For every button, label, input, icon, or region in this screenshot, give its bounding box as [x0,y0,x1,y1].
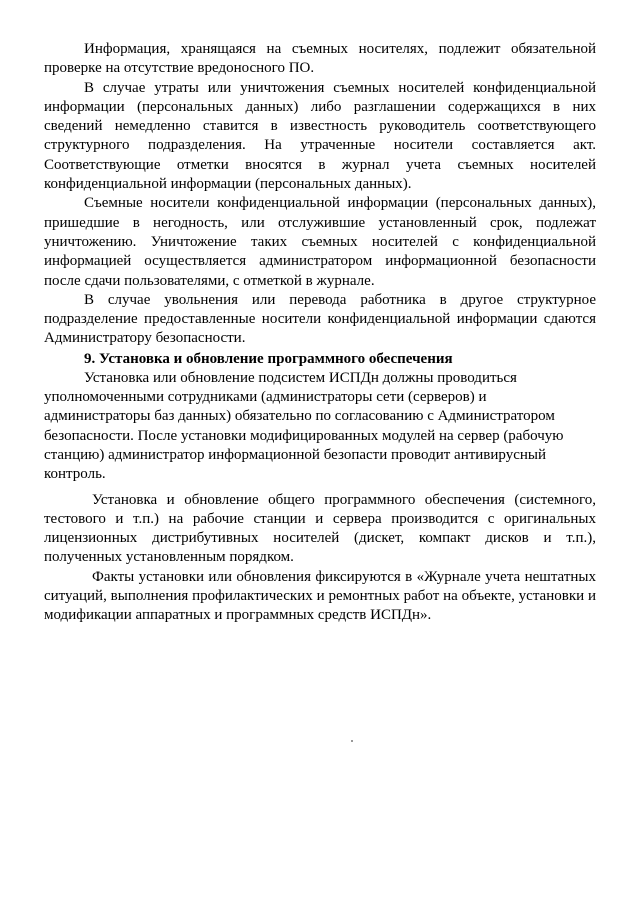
paragraph-dismissal: В случае увольнения или перевода работника в другое структурное подразделение предоставленные носители конфиденциальной информации сдаются Администратору безопасности. [44,291,596,347]
paragraph-media-destruction: Съемные носители конфиденциальной информации (персональных данных), пришедшие в негодность, или отслужившие установленный срок, подлежат уничтожению. Уничтожение таких съемных носителей с конфиденциальной информацией осуществляется администратором информационной безопасности после сдачи пользователями, с отметкой в журнале. [44,195,596,289]
paragraph-malware-check: Информация, хранящаяся на съемных носителях, подлежит обязательной проверке на отсутствие вредоносного ПО. [44,41,596,77]
paragraph-general-software: Установка и обновление общего программного обеспечения (системного, тестового и т.п.) на рабочие станции и сервера производится с оригинальных лицензионных дистрибутивных носителей (дискет, компакт дисков и т.п.), полученных установленным порядком. [44,491,596,566]
paragraph-loss-of-media: В случае утраты или уничтожения съемных носителей конфиденциальной информации (персональных данных) либо разглашении содержащихся в них сведений немедленно ставится в известность руководитель соответствующего структурного подразделения. На утраченные носители составляется акт. Соответствующие отметки вносятся в журнал учета съемных носителей конфиденциальной информации (персональных данных). [44,79,596,193]
section-heading: 9. Установка и обновление программного обеспечения [84,350,453,367]
paragraph-install-log: Факты установки или обновления фиксируются в «Журнале учета нештатных ситуаций, выполнения профилактических и ремонтных работ на объекте, установки и модификации аппаратных и программных средств ИСПДн». [44,568,596,624]
paragraph-subsystem-install: Установка или обновление подсистем ИСПДн должны проводиться уполномоченными сотрудниками (администраторы сети (серверов) и администраторы баз данных) обязательно по согласованию с Администратором безопасности. После установки модифицированных модулей на сервер (рабочую станцию) администратор информационной безопасти проводит антивирусный контроль. [44,369,564,483]
scan-speck [351,740,353,742]
